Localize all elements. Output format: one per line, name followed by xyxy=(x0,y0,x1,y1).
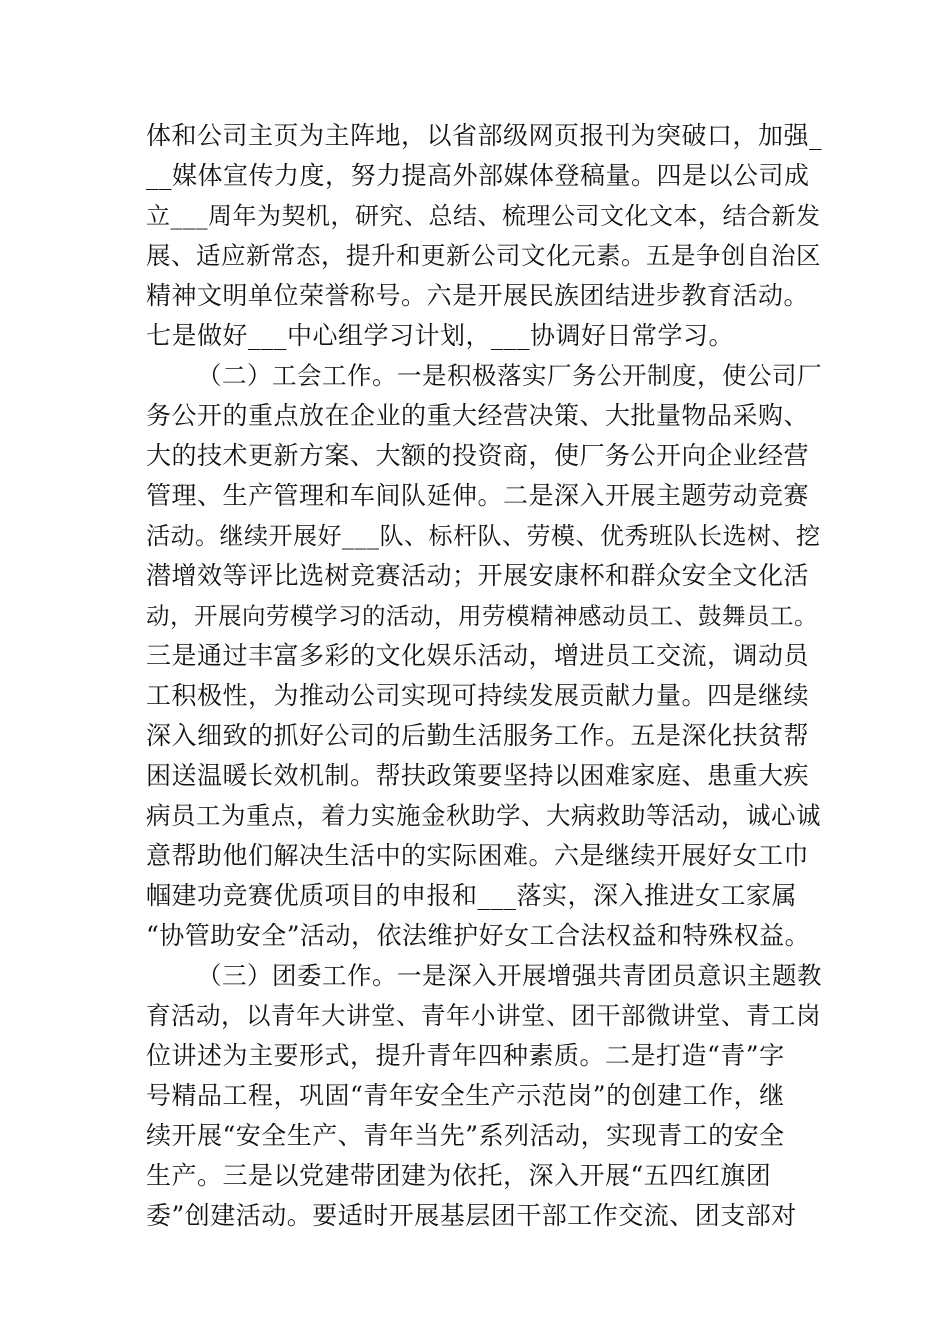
paragraph-line: 病员工为重点，着力实施金秋助学、大病救助等活动，诚心诚 xyxy=(146,801,821,830)
paragraph-line: 七是做好___中心组学习计划，___协调好日常学习。 xyxy=(146,321,735,350)
paragraph-line: 务公开的重点放在企业的重大经营决策、大批量物品采购、 xyxy=(146,401,810,430)
paragraph-line: 育活动，以青年大讲堂、青年小讲堂、团干部微讲堂、青工岗 xyxy=(146,1001,821,1030)
section-heading-line: （二）工会工作。一是积极落实厂务公开制度，使公司厂 xyxy=(197,361,822,390)
paragraph-line: __媒体宣传力度，努力提高外部媒体登稿量。四是以公司成 xyxy=(146,161,810,190)
paragraph-line: “协管助安全”活动，依法维护好女工合法权益和特殊权益。 xyxy=(146,921,811,950)
paragraph-line: 展、适应新常态，提升和更新公司文化元素。五是争创自治区 xyxy=(146,241,821,270)
paragraph-line: 体和公司主页为主阵地，以省部级网页报刊为突破口，加强_ xyxy=(146,121,823,150)
paragraph-line: 三是通过丰富多彩的文化娱乐活动，增进员工交流，调动员 xyxy=(146,641,810,670)
paragraph-line: 续开展“安全生产、青年当先”系列活动，实现青工的安全 xyxy=(146,1121,785,1150)
paragraph-line: 立___周年为契机，研究、总结、梳理公司文化文本，结合新发 xyxy=(146,202,821,230)
paragraph-line: 工积极性，为推动公司实现可持续发展贡献力量。四是继续 xyxy=(146,681,810,710)
paragraph-line: 号精品工程，巩固“青年安全生产示范岗”的创建工作，继 xyxy=(146,1081,785,1110)
paragraph-line: 潜增效等评比选树竞赛活动；开展安康杯和群众安全文化活 xyxy=(146,561,810,590)
paragraph-line: 意帮助他们解决生活中的实际困难。六是继续开展好女工巾 xyxy=(146,841,810,870)
paragraph-line: 位讲述为主要形式，提升青年四种素质。二是打造“青”字 xyxy=(146,1041,785,1070)
paragraph-line: 大的技术更新方案、大额的投资商，使厂务公开向企业经营 xyxy=(146,441,810,470)
paragraph-line: 动，开展向劳模学习的活动，用劳模精神感动员工、鼓舞员工。 xyxy=(146,602,818,630)
paragraph-line: 困送温暖长效机制。帮扶政策要坚持以困难家庭、患重大疾 xyxy=(146,761,810,790)
paragraph-line: 精神文明单位荣誉称号。六是开展民族团结进步教育活动。 xyxy=(146,281,810,310)
section-heading-line: （三）团委工作。一是深入开展增强共青团员意识主题教 xyxy=(197,961,822,990)
paragraph-line: 管理、生产管理和车间队延伸。二是深入开展主题劳动竞赛 xyxy=(146,481,810,510)
paragraph-line: 生产。三是以党建带团建为依托，深入开展“五四红旗团 xyxy=(146,1161,772,1190)
paragraph-line: 深入细致的抓好公司的后勤生活服务工作。五是深化扶贫帮 xyxy=(146,721,810,750)
paragraph-line: 委”创建活动。要适时开展基层团干部工作交流、团支部对 xyxy=(146,1201,797,1230)
paragraph-line: 活动。继续开展好___队、标杆队、劳模、优秀班队长选树、挖 xyxy=(146,522,821,550)
paragraph-line: 帼建功竞赛优质项目的申报和___落实，深入推进女工家属 xyxy=(146,881,798,910)
